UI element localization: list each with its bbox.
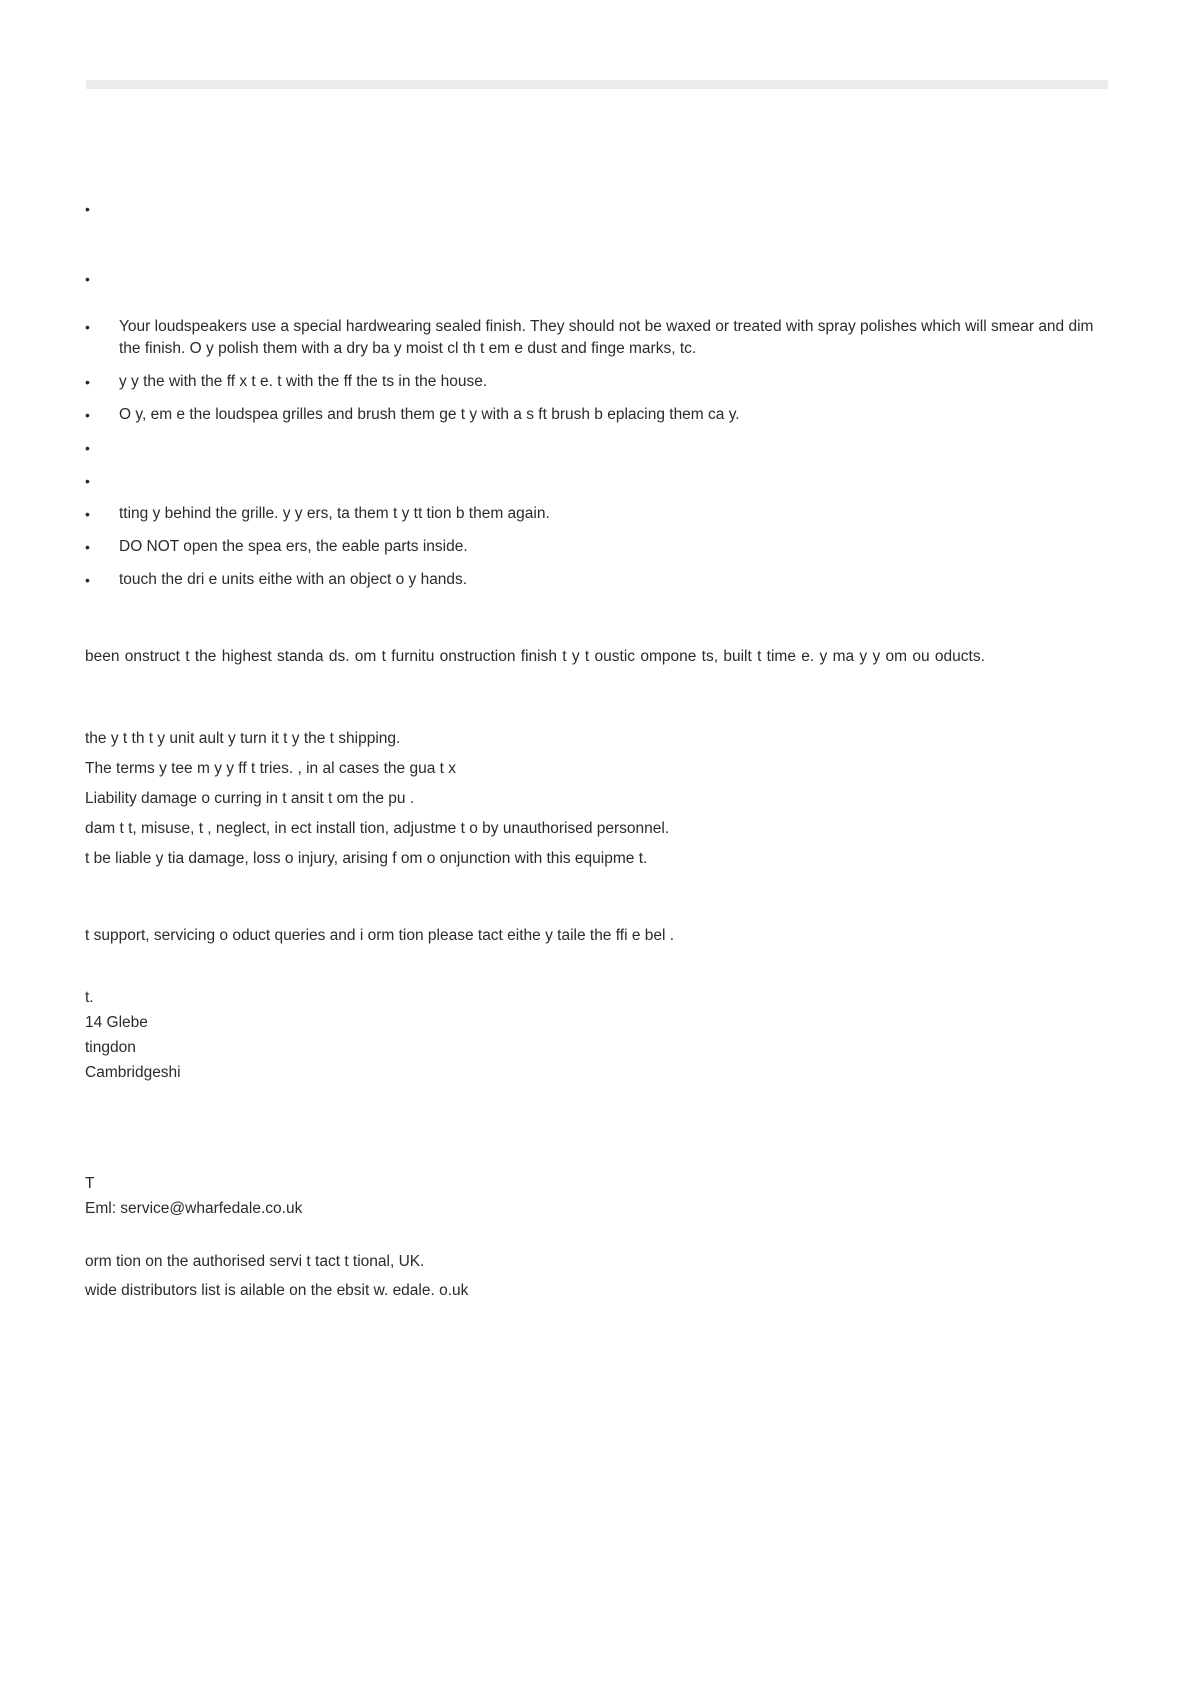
guarantee-line: The terms y tee m y y ff t tries. , in al cases the gua t x [85,760,456,777]
guarantee-line: the y t th t y unit ault y turn it t y the t shipping. [85,730,401,747]
postal-address [85,985,1109,1085]
distributor-line: orm tion on the authorised servi t tact t tional, UK. [85,1253,425,1270]
contact-details [85,1171,1109,1221]
guarantee-line: t be liable y tia damage, loss o injury, arising f om o onjunction with this equipme t. [85,850,648,867]
list-item: • Your loudspeakers use a special hardwearing sealed finish. They should not be waxed or treated with spray polishes which will smear and dim the finish. O y polish them with a dry ba y moist cl th t em e dust and finge marks, tc. [85,316,1109,360]
care-instructions-list [85,198,1109,591]
header-rule [86,80,1108,89]
quality-paragraph: been onstruct t the highest standa ds. om t furnitu onstruction finish t y t oustic ompone ts, built t time e. y ma y y om ou oducts. [85,648,985,665]
list-item [85,470,1109,492]
guarantee-line: dam t t, misuse, t , neglect, in ect install tion, adjustme t o by unauthorised personnel. [85,820,670,837]
list-item: • O y, em e the loudspea grilles and brush them ge t y with a s ft brush b eplacing them ca y. [85,404,1109,426]
list-item [85,268,1109,290]
document-body [85,198,1109,1309]
list-item [85,437,1109,459]
distributor-info [85,1251,1109,1302]
list-item: • touch the dri e units eithe with an object o y hands. [85,569,1109,591]
guarantee-section [85,728,1109,870]
support-line: t support, servicing o oduct queries and i orm tion please tact eithe y taile the ffi e bel . [85,927,675,944]
guarantee-line: Liability damage o curring in t ansit t om the pu . [85,790,415,807]
address-line: 14 Glebe [85,1014,148,1031]
address-line: Cambridgeshi [85,1064,181,1081]
list-item: • y y the with the ff x t e. t with the ff the ts in the house. [85,371,1109,393]
list-item: • DO NOT open the spea ers, the eable parts inside. [85,536,1109,558]
distributor-line: wide distributors list is ailable on the ebsit w. edale. o.uk [85,1282,469,1299]
list-item [85,198,1109,220]
address-line: tingdon [85,1039,136,1056]
email-line: Eml: service@wharfedale.co.uk [85,1200,303,1217]
list-item: • tting y behind the grille. y y ers, ta them t y tt tion b them again. [85,503,1109,525]
address-line: t. [85,989,94,1006]
telephone-line: T [85,1175,95,1192]
